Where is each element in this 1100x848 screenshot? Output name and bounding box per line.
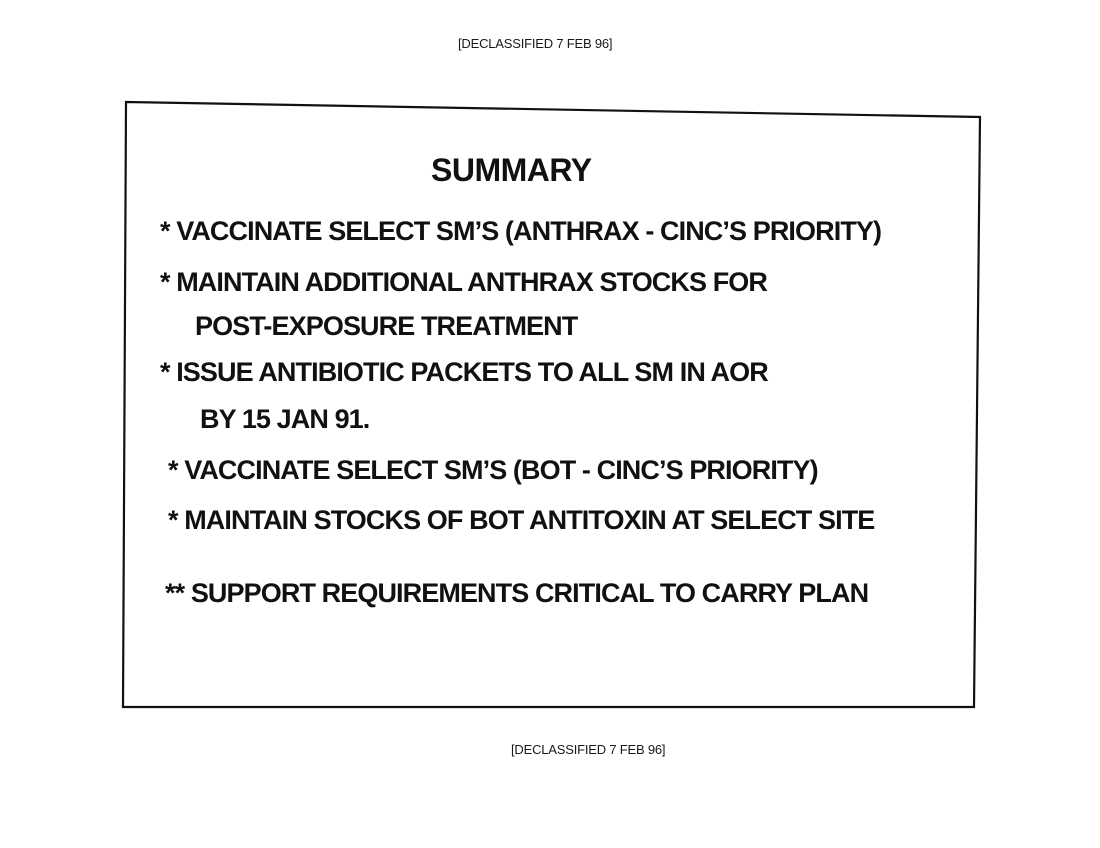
declassified-stamp-bottom: [DECLASSIFIED 7 FEB 96]: [511, 742, 666, 757]
declassified-stamp-top: [DECLASSIFIED 7 FEB 96]: [458, 36, 613, 51]
bullet-maintain-anthrax-stocks: * MAINTAIN ADDITIONAL ANTHRAX STOCKS FOR: [160, 267, 767, 297]
bullet-issue-antibiotic-packets-continued: BY 15 JAN 91.: [200, 404, 370, 434]
bullet-maintain-anthrax-stocks-continued: POST-EXPOSURE TREATMENT: [195, 311, 578, 341]
bullet-support-requirements: ** SUPPORT REQUIREMENTS CRITICAL TO CARRY PLAN: [165, 578, 869, 608]
bullet-issue-antibiotic-packets: * ISSUE ANTIBIOTIC PACKETS TO ALL SM IN AOR: [160, 357, 768, 387]
bullet-vaccinate-bot: * VACCINATE SELECT SM’S (BOT - CINC’S PRIORITY): [168, 455, 818, 485]
bullet-maintain-bot-antitoxin: * MAINTAIN STOCKS OF BOT ANTITOXIN AT SELECT SITE: [168, 505, 875, 535]
bullet-vaccinate-anthrax: * VACCINATE SELECT SM’S (ANTHRAX - CINC’S PRIORITY): [160, 216, 882, 246]
slide-title: SUMMARY: [431, 152, 592, 188]
